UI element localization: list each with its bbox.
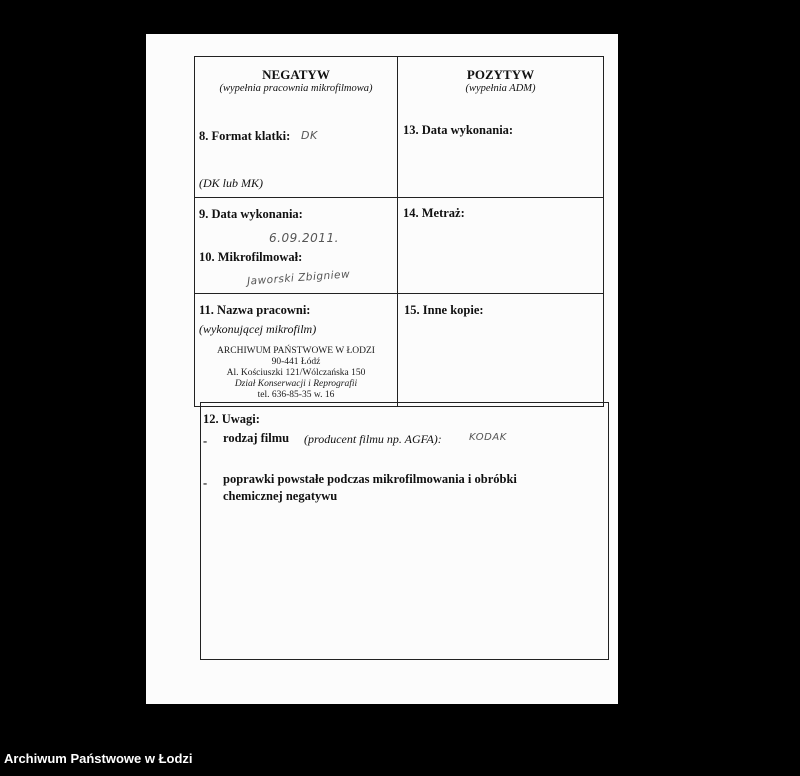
stamp-line-3: Al. Kościuszki 121/Wólczańska 150 (226, 368, 366, 378)
stamp-line-4: Dział Konserwacji i Reprografii (234, 379, 358, 389)
corrections-line-1: poprawki powstałe podczas mikrofilmowania i obróbki (223, 472, 517, 486)
film-type-hint: (producent filmu np. AGFA): (304, 432, 442, 446)
film-type-value: KODAK (469, 432, 507, 443)
format-label: 8. Format klatki: (199, 129, 291, 143)
lab-cell (194, 293, 398, 407)
negatyw-subtitle: (wypełnia pracownia mikrofilmowa) (219, 83, 373, 94)
bullet-1: - (203, 434, 208, 448)
negatyw-date-value: 6.09.2011. (269, 231, 339, 245)
stamp-line-1: ARCHIWUM PAŃSTWOWE W ŁODZI (217, 346, 375, 356)
negatyw-date-label: 9. Data wykonania: (199, 207, 303, 221)
pozytyw-cell (397, 56, 604, 198)
length-cell (397, 197, 604, 294)
pozytyw-subtitle: (wypełnia ADM) (465, 83, 536, 94)
archive-footer: Archiwum Państwowe w Łodzi (4, 751, 193, 766)
film-type-label: rodzaj filmu (223, 431, 290, 445)
length-label: 14. Metraż: (403, 206, 465, 220)
corrections-line-2: chemicznej negatywu (223, 489, 338, 503)
remarks-cell (200, 402, 609, 660)
stamp-line-5: tel. 636-85-35 w. 16 (257, 390, 335, 400)
format-value: DK (301, 129, 318, 142)
bullet-2: - (203, 476, 208, 490)
pozytyw-date-label: 13. Data wykonania: (403, 123, 514, 137)
negatyw-title: NEGATYW (262, 67, 330, 82)
copies-label: 15. Inne kopie: (404, 303, 484, 317)
lab-hint: (wykonującej mikrofilm) (199, 322, 317, 336)
microfilm-card (146, 34, 618, 704)
lab-label: 11. Nazwa pracowni: (199, 303, 311, 317)
stamp-line-2: 90-441 Łódź (271, 357, 321, 367)
negatyw-cell (194, 56, 398, 198)
archive-stamp (195, 346, 397, 401)
copies-cell (397, 293, 604, 407)
operator-value: Jaworski Zbigniew (246, 268, 351, 288)
format-hint: (DK lub MK) (199, 176, 263, 190)
remarks-label: 12. Uwagi: (203, 412, 260, 426)
pozytyw-title: POZYTYW (466, 67, 535, 82)
operator-label: 10. Mikrofilmował: (199, 250, 303, 264)
negatyw-date-cell (194, 197, 398, 294)
